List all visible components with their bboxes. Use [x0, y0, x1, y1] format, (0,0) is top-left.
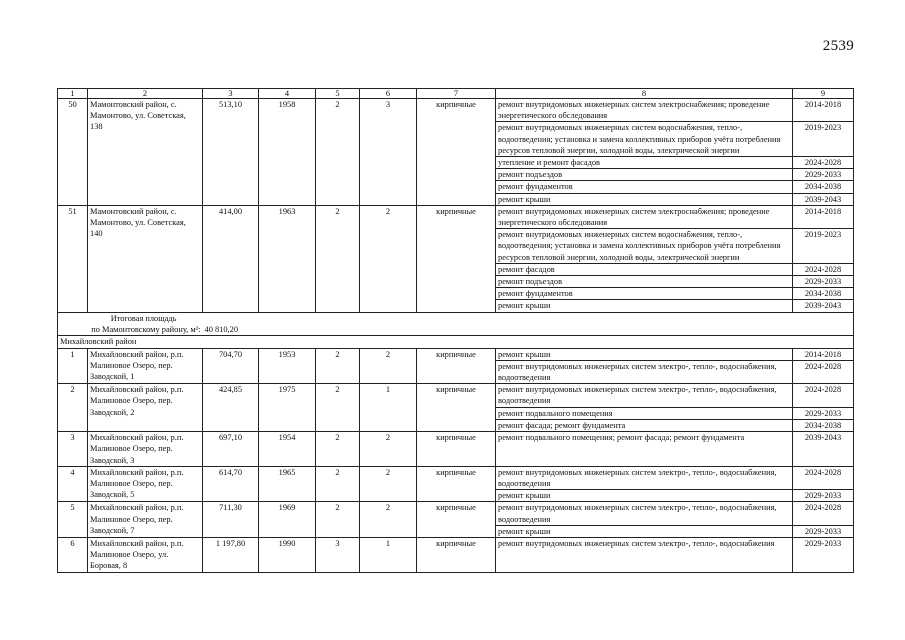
build-year: 1963: [259, 205, 316, 312]
row-number: 51: [58, 205, 88, 312]
entrances: 3: [360, 99, 417, 206]
work-description: ремонт подъездов: [496, 276, 793, 288]
work-description: ремонт крыши: [496, 490, 793, 502]
table-row: [58, 348, 854, 360]
column-number: 7: [417, 89, 496, 99]
build-year: 1969: [259, 502, 316, 538]
build-year: 1990: [259, 537, 316, 572]
total-area: 697,10: [203, 432, 259, 467]
floors: 2: [316, 432, 360, 467]
floors: 2: [316, 502, 360, 538]
address: Мамонтовский район, с. Мамонтово, ул. Советская, 140: [88, 205, 203, 312]
column-number-row: [58, 89, 854, 99]
total-area: 513,10: [203, 99, 259, 206]
row-number: 4: [58, 466, 88, 502]
work-description: ремонт фундаментов: [496, 181, 793, 193]
table-row: [58, 384, 854, 407]
work-description: ремонт внутридомовых инженерных систем электро-, тепло-, водоснабжения: [496, 537, 793, 572]
column-number: 5: [316, 89, 360, 99]
address: Мамонтовский район, с. Мамонтово, ул. Советская, 138: [88, 99, 203, 206]
work-period: 2029-2033: [793, 525, 854, 537]
column-number: 4: [259, 89, 316, 99]
work-description: ремонт внутридомовых инженерных систем водоснабжения, тепло-, водоотведения; установка и замена коллективных приборов учёта потребления ресурсов тепловой энергии, холодной воды, электрической энергии: [496, 122, 793, 157]
row-number: 3: [58, 432, 88, 467]
work-description: ремонт внутридомовых инженерных систем электроснабжения; проведение энергетического обследования: [496, 205, 793, 228]
work-period: 2014-2018: [793, 205, 854, 228]
work-period: 2039-2043: [793, 432, 854, 467]
wall-material: кирпичные: [417, 348, 496, 384]
wall-material: кирпичные: [417, 205, 496, 312]
district-name: Михайловский район: [58, 336, 854, 348]
build-year: 1954: [259, 432, 316, 467]
table-row: [58, 466, 854, 489]
table-row: [58, 537, 854, 572]
work-period: 2029-2033: [793, 407, 854, 419]
work-description: ремонт подвального помещения; ремонт фасада; ремонт фундамента: [496, 432, 793, 467]
floors: 2: [316, 205, 360, 312]
total-area-value: 40 810,20: [204, 324, 238, 334]
total-area: 711,30: [203, 502, 259, 538]
wall-material: кирпичные: [417, 466, 496, 502]
table-row: [58, 502, 854, 525]
column-number: 6: [360, 89, 417, 99]
row-number: 5: [58, 502, 88, 538]
column-number: 2: [88, 89, 203, 99]
wall-material: кирпичные: [417, 432, 496, 467]
work-description: ремонт внутридомовых инженерных систем электро-, тепло-, водоснабжения, водоотведения: [496, 360, 793, 383]
work-period: 2039-2043: [793, 193, 854, 205]
entrances: 2: [360, 466, 417, 502]
work-description: ремонт внутридомовых инженерных систем водоснабжения, тепло-, водоотведения; установка и замена коллективных приборов учёта потребления ресурсов тепловой энергии, холодной воды, электрической энергии: [496, 229, 793, 264]
work-period: 2024-2028: [793, 466, 854, 489]
work-description: ремонт фасадов: [496, 263, 793, 275]
work-period: 2024-2028: [793, 384, 854, 407]
row-number: 6: [58, 537, 88, 572]
row-number: 50: [58, 99, 88, 206]
build-year: 1953: [259, 348, 316, 384]
work-period: 2029-2033: [793, 276, 854, 288]
column-number: 8: [496, 89, 793, 99]
entrances: 1: [360, 384, 417, 432]
work-period: 2034-2038: [793, 419, 854, 431]
page-number: 2539: [822, 38, 854, 54]
total-label-line1: Итоговая площадь: [110, 313, 177, 323]
wall-material: кирпичные: [417, 384, 496, 432]
address: Михайловский район, р.п. Малиновое Озеро, пер. Заводской, 1: [88, 348, 203, 384]
work-period: 2034-2038: [793, 181, 854, 193]
work-period: 2029-2033: [793, 169, 854, 181]
entrances: 2: [360, 348, 417, 384]
total-area: 424,85: [203, 384, 259, 432]
total-label: [58, 312, 203, 336]
work-description: ремонт подъездов: [496, 169, 793, 181]
wall-material: кирпичные: [417, 502, 496, 538]
work-period: 2024-2028: [793, 502, 854, 525]
work-description: ремонт внутридомовых инженерных систем электроснабжения; проведение энергетического обследования: [496, 99, 793, 122]
work-period: 2029-2033: [793, 537, 854, 572]
work-description: ремонт крыши: [496, 300, 793, 312]
work-description: утепление и ремонт фасадов: [496, 157, 793, 169]
total-value: [203, 312, 854, 336]
build-year: 1965: [259, 466, 316, 502]
district-row: [58, 336, 854, 348]
total-row: [58, 312, 854, 336]
work-period: 2034-2038: [793, 288, 854, 300]
table-row: [58, 99, 854, 122]
floors: 2: [316, 348, 360, 384]
work-period: 2019-2023: [793, 122, 854, 157]
total-area: 1 197,80: [203, 537, 259, 572]
work-period: 2024-2028: [793, 263, 854, 275]
address: Михайловский район, р.п. Малиновое Озеро, пер. Заводской, 5: [88, 466, 203, 502]
column-number: 9: [793, 89, 854, 99]
work-description: ремонт фундаментов: [496, 288, 793, 300]
floors: 2: [316, 99, 360, 206]
work-period: 2024-2028: [793, 157, 854, 169]
column-number: 3: [203, 89, 259, 99]
work-period: 2019-2023: [793, 229, 854, 264]
total-label-line2: по Мамонтовскому району, м²:: [91, 325, 201, 335]
address: Михайловский район, р.п. Малиновое Озеро, пер. Заводской, 2: [88, 384, 203, 432]
entrances: 2: [360, 205, 417, 312]
address: Михайловский район, р.п. Малиновое Озеро, пер. Заводской, 3: [88, 432, 203, 467]
work-description: ремонт крыши: [496, 348, 793, 360]
register-table: [57, 88, 854, 573]
work-description: ремонт внутридомовых инженерных систем электро-, тепло-, водоснабжения, водоотведения: [496, 502, 793, 525]
row-number: 1: [58, 348, 88, 384]
address: Михайловский район, р.п. Малиновое Озеро, пер. Заводской, 7: [88, 502, 203, 538]
wall-material: кирпичные: [417, 99, 496, 206]
entrances: 2: [360, 502, 417, 538]
column-number: 1: [58, 89, 88, 99]
floors: 3: [316, 537, 360, 572]
table-row: [58, 205, 854, 228]
total-area: 614,70: [203, 466, 259, 502]
total-area: 704,70: [203, 348, 259, 384]
work-period: 2029-2033: [793, 490, 854, 502]
work-description: ремонт крыши: [496, 193, 793, 205]
entrances: 2: [360, 432, 417, 467]
work-period: 2014-2018: [793, 348, 854, 360]
floors: 2: [316, 384, 360, 432]
build-year: 1958: [259, 99, 316, 206]
work-description: ремонт крыши: [496, 525, 793, 537]
total-area: 414,00: [203, 205, 259, 312]
work-period: 2039-2043: [793, 300, 854, 312]
entrances: 1: [360, 537, 417, 572]
wall-material: кирпичные: [417, 537, 496, 572]
work-period: 2014-2018: [793, 99, 854, 122]
table-row: [58, 432, 854, 467]
floors: 2: [316, 466, 360, 502]
work-description: ремонт подвального помещения: [496, 407, 793, 419]
build-year: 1975: [259, 384, 316, 432]
work-description: ремонт внутридомовых инженерных систем электро-, тепло-, водоснабжения, водоотведения: [496, 466, 793, 489]
work-period: 2024-2028: [793, 360, 854, 383]
row-number: 2: [58, 384, 88, 432]
work-description: ремонт фасада; ремонт фундамента: [496, 419, 793, 431]
address: Михайловский район, р.п. Малиновое Озеро, ул. Боровая, 8: [88, 537, 203, 572]
work-description: ремонт внутридомовых инженерных систем электро-, тепло-, водоснабжения, водоотведения: [496, 384, 793, 407]
